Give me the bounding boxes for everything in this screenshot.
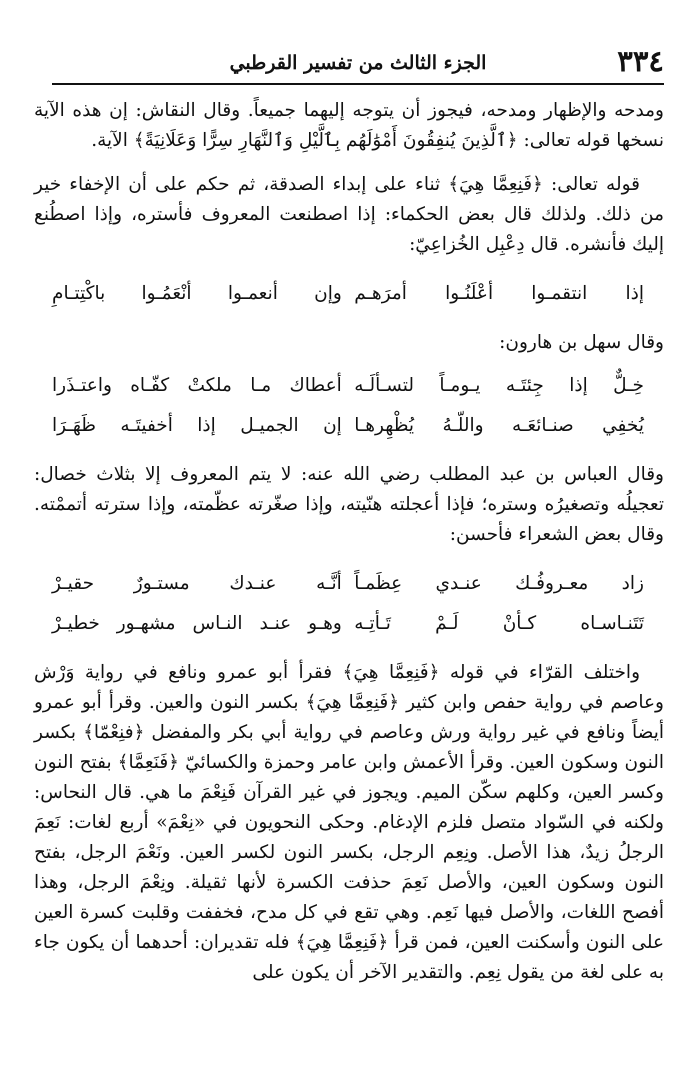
verse-line [34, 406, 664, 446]
hemistich-first: تَتَنـاسـاه كـأنْ لَـمْ تَـأتِـه [354, 613, 644, 634]
hemistich-second: وإن أنعمـوا أنْعَمُـوا باكْتِتـامِ [52, 283, 342, 304]
page-body [34, 96, 664, 988]
hemistich-second: أعطاك مـا ملكتْ كفّـاه واعتـذَرا [52, 375, 342, 396]
page-header [52, 44, 664, 86]
paragraph: وقال العباس بن عبد المطلب رضي الله عنه: لا يتم المعروف إلا بثلاث خصال: تعجيلُه وتصغيرُه وستره؛ فإذا أعجلته هنّيته، وإذا صغّرته عظّمته، وإذا سترته أتممْته. وقال بعض الشعراء فأحسن: [34, 464, 664, 545]
hemistich-first: خِـلٌّ إذا جِئتَـه يـومـاً لتسـألَـه [354, 375, 644, 396]
header-rule [52, 83, 664, 85]
hemistich-second: إن الجميـل إذا أخفيتَـه ظَهَـرَا [52, 415, 342, 436]
hemistich-first: زاد معـروفُـك عنـدي عِظَمـاً [354, 573, 644, 594]
hemistich-first: إذا انتقمـوا أعْلَنُـوا أمرَهـم [354, 283, 644, 304]
poem-poet [34, 564, 664, 644]
paragraph: قوله تعالى: ﴿فَنِعِمَّا هِيَ﴾ ثناء على إبداء الصدقة، ثم حكم على أن الإخفاء خير من ذلك. ولذلك قال بعض الحكماء: إذا اصطنعت المعروف فأستره، وإذا اصطُنع إليك فأنشره. قال دِعْبِل الخُزاعِيّ: [34, 174, 664, 255]
paragraph: ومدحه والإظهار ومدحه، فيجوز أن يتوجه إليهما جميعاً. وقال النقاش: إن هذه الآية نسخها قوله تعالى: ﴿ٱلَّذِينَ يُنفِقُونَ أَمْوَٰلَهُم بِٱلَّيْلِ وَٱلنَّهَارِ سِرًّا وَعَلَانِيَةً﴾ الآية. [34, 100, 664, 151]
poem-dibil [34, 274, 664, 314]
hemistich-second: أنَّـه عنـدك مستـورٌ حقيـرْ [52, 573, 342, 594]
running-title: الجزء الثالث من تفسير القرطبي [229, 52, 487, 74]
verse-line [34, 274, 664, 314]
page-number: ٣٣٤ [617, 44, 664, 78]
poem-sahl [34, 366, 664, 446]
verse-line [34, 366, 664, 406]
verse-line [34, 564, 664, 604]
hemistich-second: وهـو عنـد النـاس مشهـور خطيـرْ [52, 613, 342, 634]
hemistich-first: يُخفِي صنـائعَـه واللّـهُ يُظْهِرهـا [354, 415, 644, 436]
verse-line [34, 604, 664, 644]
poem-intro: وقال سهل بن هارون: [499, 332, 664, 353]
paragraph: واختلف القرّاء في قوله ﴿فَنِعِمَّا هِيَ﴾ فقرأ أبو عمرو ونافع في رواية وَرْش وعاصم في رواية حفص وابن كثير ﴿فَنِعِمَّا هِيَ﴾ بكسر النون والعين. وقرأ أبو عمرو أيضاً ونافع في غير رواية ورش وعاصم في رواية أبي بكر والمفضل ﴿فنِعْمّا﴾ بكسر النون وسكون العين. وقرأ الأعمش وابن عامر وحمزة والكسائيّ ﴿فَنَعِمَّا﴾ بفتح النون وكسر العين، وكلهم سكّن الميم. ويجوز في غير القرآن فَنِعْمَ ما هي. قال النحاس: ولكنه في السّواد متصل فلزم الإدغام. وحكى النحويون في «نِعْمَ» أربع لغات: نَعِمَ الرجلُ زيدٌ، هذا الأصل. ونِعِم الرجل، بكسر النون لكسر العين. ونَعْمَ الرجل، بفتح النون وسكون العين، والأصل نَعِمَ حذفت الكسرة لأنها ثقيلة. ونِعْمَ الرجل، وهذا أفصح اللغات، والأصل فيها نَعِم. وهي تقع في كل مدح، فخففت وقلبت كسرة العين على النون وأسكنت العين، فمن قرأ ﴿فَنِعِمَّا هِيَ﴾ فله تقديران: أحدهما أن يكون جاء به على لغة من يقول نِعِم. والتقدير الآخر أن يكون على [34, 662, 664, 983]
